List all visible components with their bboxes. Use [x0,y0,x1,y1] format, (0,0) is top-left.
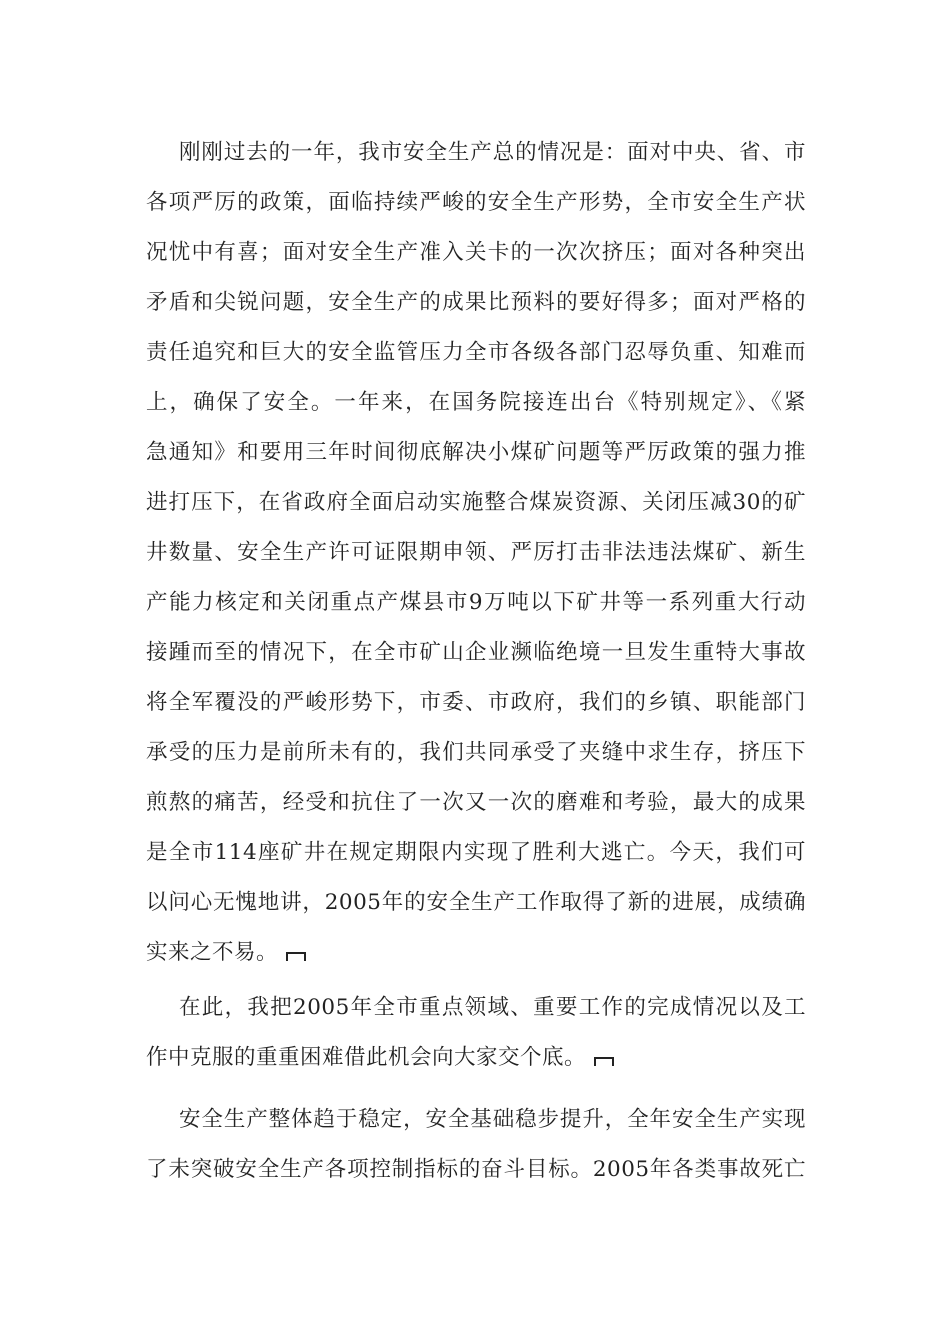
paragraph-mark-icon [286,952,306,961]
text-line: 产能力核定和关闭重点产煤县市9万吨以下矿井等一系列重大行动 [146,590,806,615]
text-line: 在此，我把2005年全市重点领域、重要工作的完成情况以及工 [179,995,806,1020]
text-line: 接踵而至的情况下，在全市矿山企业濒临绝境一旦发生重特大事故 [146,640,806,665]
text-line: 安全生产整体趋于稳定，安全基础稳步提升，全年安全生产实现 [179,1107,806,1132]
text-line: 急通知》和要用三年时间彻底解决小煤矿问题等严厉政策的强力推 [146,440,806,465]
text-line: 矛盾和尖锐问题，安全生产的成果比预料的要好得多；面对严格的 [146,290,806,315]
text-line: 责任追究和巨大的安全监管压力全市各级各部门忍辱负重、知难而 [146,340,806,365]
text-line: 了未突破安全生产各项控制指标的奋斗目标。2005年各类事故死亡 [146,1157,806,1182]
paragraph-3 [146,1095,806,1195]
paragraph-mark-icon [594,1057,614,1066]
text-line-last [146,928,806,978]
text-line: 煎熬的痛苦，经受和抗住了一次又一次的磨难和考验，最大的成果 [146,790,806,815]
text-line: 以问心无愧地讲，2005年的安全生产工作取得了新的进展，成绩确 [146,890,806,915]
text-line: 刚刚过去的一年，我市安全生产总的情况是：面对中央、省、市 [179,140,806,165]
text-line: 各项严厉的政策，面临持续严峻的安全生产形势，全市安全生产状 [146,190,806,215]
text-line: 井数量、安全生产许可证限期申领、严厉打击非法违法煤矿、新生 [146,540,806,565]
paragraph-2 [146,983,806,1083]
text-line: 况忧中有喜；面对安全生产准入关卡的一次次挤压；面对各种突出 [146,240,806,265]
text-line-last [146,1033,806,1083]
text-line: 承受的压力是前所未有的，我们共同承受了夹缝中求生存，挤压下 [146,740,806,765]
text-line-text: 作中克服的重重困难借此机会向大家交个底。 [146,1045,587,1070]
text-line: 是全市114座矿井在规定期限内实现了胜利大逃亡。今天，我们可 [146,840,806,865]
text-line: 将全军覆没的严峻形势下，市委、市政府，我们的乡镇、职能部门 [146,690,806,715]
paragraph-1 [146,128,806,978]
text-line: 上，确保了安全。一年来，在国务院接连出台《特别规定》、《紧 [146,390,806,415]
text-line: 进打压下，在省政府全面启动实施整合煤炭资源、关闭压减30的矿 [146,490,806,515]
text-line-text: 实来之不易。 [146,940,279,965]
